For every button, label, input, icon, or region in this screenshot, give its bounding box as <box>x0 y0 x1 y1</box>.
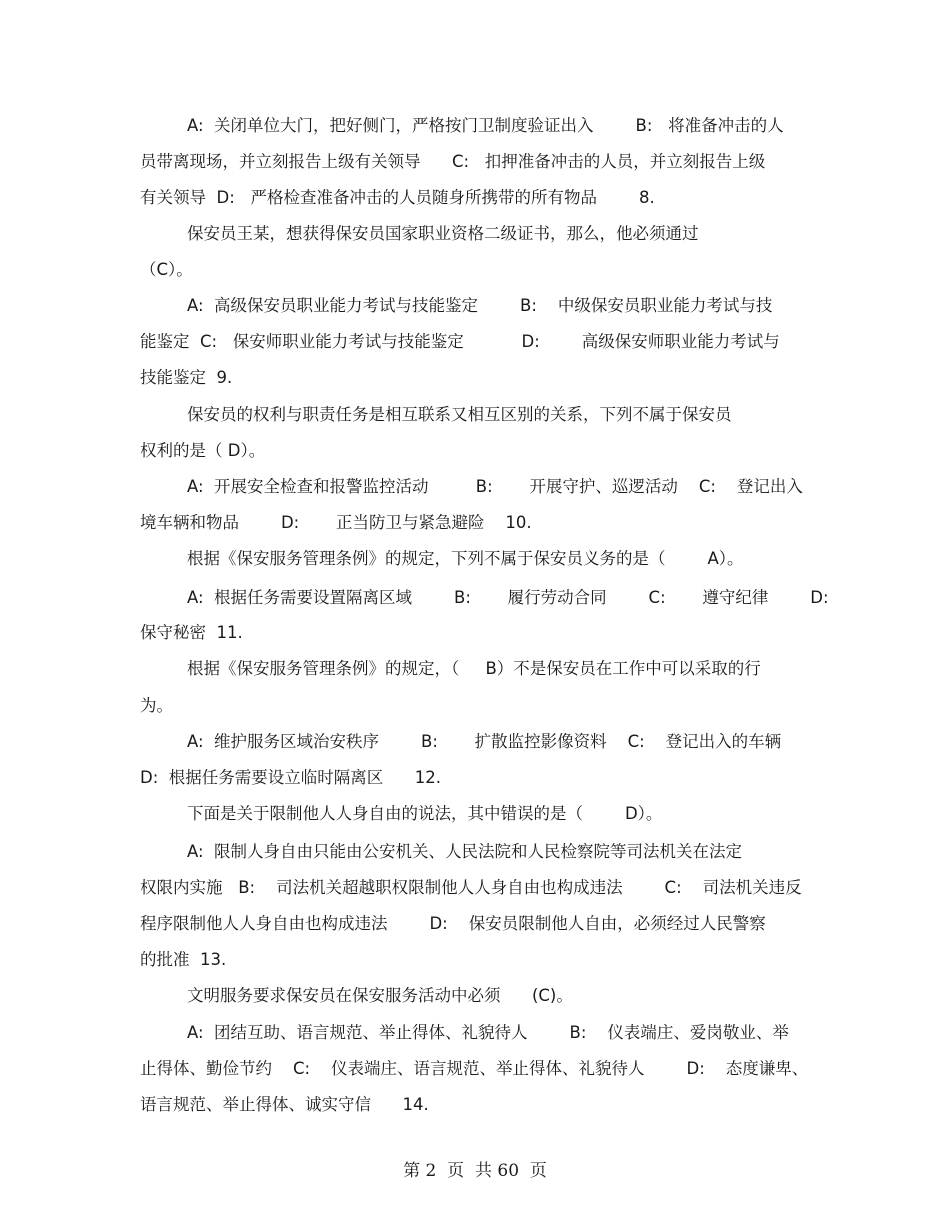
text-line: A: 高级保安员职业能力考试与技能鉴定 B: 中级保安员职业能力考试与技 <box>187 296 773 315</box>
text-line: 技能鉴定 9. <box>140 368 233 387</box>
text-line: 保守秘密 11. <box>140 623 243 642</box>
text-line: A: 开展安全检查和报警监控活动 B: 开展守护、巡逻活动 C: 登记出入 <box>187 477 803 496</box>
text-line: 员带离现场，并立刻报告上级有关领导 C: 扣押准备冲击的人员，并立刻报告上级 <box>140 152 766 171</box>
text-line: 权限内实施 B: 司法机关超越职权限制他人人身自由也构成违法 C: 司法机关违反 <box>140 878 802 897</box>
text-line: 权利的是（ D）。 <box>140 441 266 460</box>
text-line: 为。 <box>140 696 173 715</box>
text-line: 程序限制他人人身自由也构成违法 D: 保安员限制他人自由，必须经过人民警察 <box>140 914 766 933</box>
text-line: 语言规范、举止得体、诚实守信 14. <box>140 1095 429 1114</box>
text-line: A: 团结互助、语言规范、举止得体、礼貌待人 B: 仪表端庄、爱岗敬业、举 <box>187 1023 789 1042</box>
text-line: 保安员王某，想获得保安员国家职业资格二级证书，那么，他必须通过 <box>187 224 699 243</box>
text-line: 根据《保安服务管理条例》的规定，下列不属于保安员义务的是（ A）。 <box>187 549 744 568</box>
text-line: 下面是关于限制他人人身自由的说法，其中错误的是（ D）。 <box>187 804 663 823</box>
text-line: 的批准 13. <box>140 950 227 969</box>
text-line: 境车辆和物品 D: 正当防卫与紧急避险 10. <box>140 513 532 532</box>
text-line: 保安员的权利与职责任务是相互联系又相互区别的关系，下列不属于保安员 <box>187 405 732 424</box>
text-line: 能鉴定 C: 保安师职业能力考试与技能鉴定 D: 高级保安师职业能力考试与 <box>140 332 780 351</box>
text-line: A: 限制人身自由只能由公安机关、人民法院和人民检察院等司法机关在法定 <box>187 842 743 861</box>
text-line: 文明服务要求保安员在保安服务活动中必须 (C)。 <box>187 986 573 1005</box>
text-line: 有关领导 D: 严格检查准备冲击的人员随身所携带的所有物品 8. <box>140 188 655 207</box>
page-footer: 第 2 页 共 60 页 <box>403 1161 547 1181</box>
text-line: A: 关闭单位大门，把好侧门，严格按门卫制度验证出入 B: 将准备冲击的人 <box>187 116 784 135</box>
text-line: 根据《保安服务管理条例》的规定，（ B）不是保安员在工作中可以采取的行 <box>187 659 761 678</box>
text-line: 止得体、勤俭节约 C: 仪表端庄、语言规范、举止得体、礼貌待人 D: 态度谦卑、 <box>140 1059 809 1078</box>
text-line: D: 根据任务需要设立临时隔离区 12. <box>140 768 441 787</box>
text-line: （C）。 <box>140 260 193 279</box>
text-line: A: 根据任务需要设置隔离区域 B: 履行劳动合同 C: 遵守纪律 D: <box>187 588 829 607</box>
text-line: A: 维护服务区域治安秩序 B: 扩散监控影像资料 C: 登记出入的车辆 <box>187 732 782 751</box>
